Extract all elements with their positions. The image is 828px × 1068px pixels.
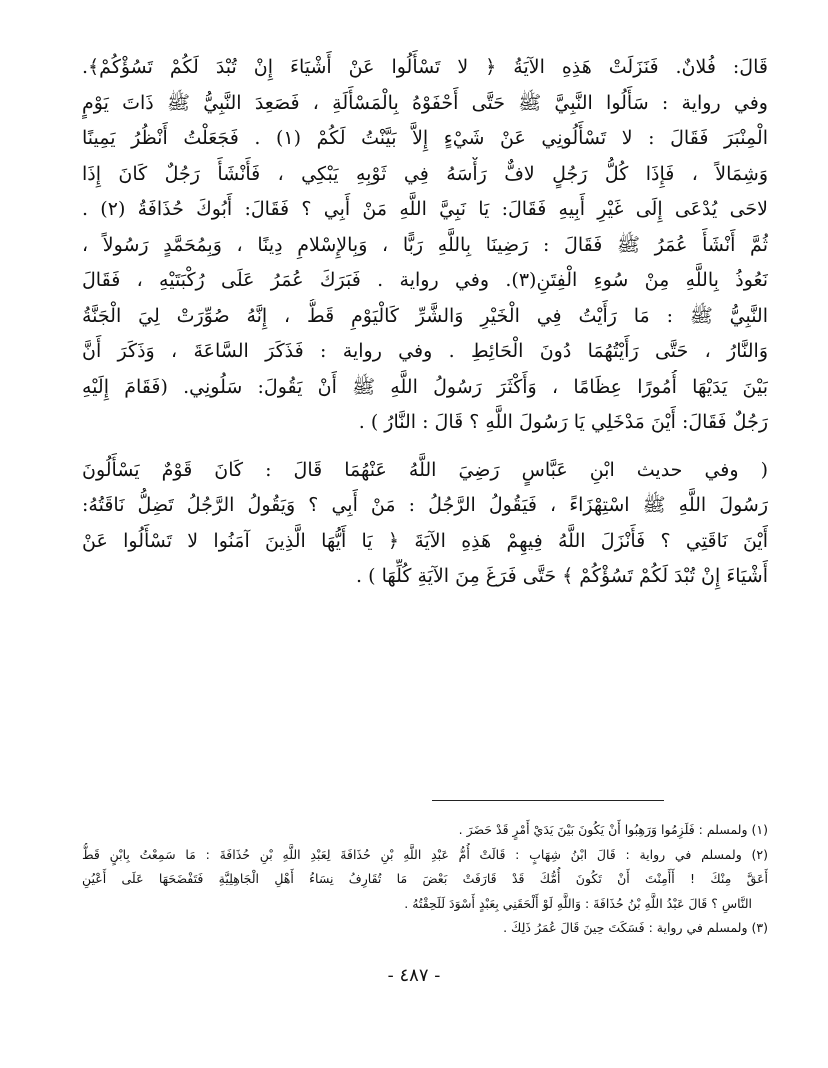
footnote-line: (٢) ولمسلم في رواية : قَالَ ابْنُ شِهَابٍ : قَالَتْ أُمُّ عَبْدِ اللَّهِ بْنِ حُذَافَةَ لِعَبْدِ اللَّهِ بْنِ حُذَافَةَ : مَا سَمِعْتُ بِابْنٍ قَطُّ <box>82 846 768 862</box>
text-line: قَالَ: فُلانٌ. فَنَزَلَتْ هَذِهِ الآيَةُ ﴿ لا تَسْأَلُوا عَنْ أَشْيَاءَ إِنْ تُبْدَ لَكُمْ تَسُؤْكُمْ﴾. <box>82 56 768 78</box>
footnotes <box>82 818 768 941</box>
footnote-line: النَّاسِ ؟ قَالَ عَبْدُ اللَّهِ بْنُ حُذَافَةَ : وَاللَّهِ لَوْ أَلْحَقَنِي بِعَبْدٍ أَسْوَدَ لَلَحِقْتُهُ . <box>404 895 752 911</box>
text-line: ثُمَّ أَنْشَأَ عُمَرُ ﷺ فَقَالَ : رَضِينَا بِاللَّهِ رَبًّا ، وَبِالإِسْلامِ دِينًا ، وَبِمُحَمَّدٍ رَسُولاً ، <box>82 233 768 256</box>
text-line: نَعُوذُ بِاللَّهِ مِنْ سُوءِ الْفِتَنِ(٣). وفي رواية . فَبَرَكَ عُمَرُ عَلَى رُكْبَتَيْهِ ، فَقَالَ <box>82 269 768 291</box>
text-line: وَشِمَالاً ، فَإِذَا كُلُّ رَجُلٍ لافٌّ رَأْسَهُ فِي ثَوْبِهِ يَبْكِي ، فَأَنْشَأَ رَجُلٌ كَانَ إِذَا <box>82 162 768 185</box>
footnote-separator <box>432 800 664 801</box>
footnote-line: (٣) ولمسلم في رواية : فَسَكَتَ حِينَ قَالَ عُمَرُ ذَلِكَ . <box>503 920 768 935</box>
page-number: - ٤٨٧ - <box>387 965 441 986</box>
main-text <box>82 50 768 595</box>
text-line: أَيْنَ نَاقَتِي ؟ فَأَنْزَلَ اللَّهُ فِيهِمْ هَذِهِ الآيَةَ ﴿ يَا أَيُّهَا الَّذِينَ آمَنُوا لا تَسْأَلُوا عَنْ <box>82 529 768 552</box>
text-line: رَجُلٌ فَقَالَ: أَيْنَ مَدْخَلِي يَا رَسُولَ اللَّهِ ؟ قَالَ : النَّارُ ) . <box>358 411 768 433</box>
text-line: لاحَى يُدْعَى إِلَى غَيْرِ أَبِيهِ فَقَالَ: يَا نَبِيَّ اللَّهِ مَنْ أَبِي ؟ فَقَالَ: أَبُوكَ حُذَافَةُ (٢) . <box>82 198 768 220</box>
text-line: الْمِنْبَرَ فَقَالَ : لا تَسْأَلُونِي عَنْ شَيْءٍ إِلاَّ بَيَّنْتُ لَكُمْ (١) . فَجَعَلْتُ أَنْظُرُ يَمِينًا <box>82 127 768 149</box>
footnote-line: (١) ولمسلم : فَلَزِمُوا وَرَهِبُوا أَنْ يَكُونَ بَيْنَ يَدَيْ أَمْرٍ قَدْ حَضَرَ . <box>458 822 768 837</box>
text-line: النَّبِيُّ ﷺ : مَا رَأَيْتُ فِي الْخَيْرِ وَالشَّرِّ كَالْيَوْمِ قَطُّ ، إِنَّهُ صُوِّرَتْ لِيَ الْجَنَّةُ <box>82 304 768 327</box>
text-line: وَالنَّارُ ، حَتَّى رَأَيْتُهُمَا دُونَ الْحَائِطِ . وفي رواية : فَذَكَرَ السَّاعَةَ ، وَذَكَرَ أَنَّ <box>82 340 768 362</box>
paragraph-gap <box>82 441 768 453</box>
text-line: رَسُولَ اللَّهِ ﷺ اسْتِهْزَاءً ، فَيَقُولُ الرَّجُلُ : مَنْ أَبِي ؟ وَيَقُولُ الرَّجُلُ تَضِلُّ نَاقَتُهُ: <box>82 494 768 516</box>
text-line: وفي رواية : سَأَلُوا النَّبِيَّ ﷺ حَتَّى أَحْفَوْهُ بِالْمَسْأَلَةِ ، فَصَعِدَ النَّبِيُّ ﷺ ذَاتَ يَوْمٍ <box>82 91 768 114</box>
text-line: أَشْيَاءَ إِنْ تُبْدَ لَكُمْ تَسُؤْكُمْ ﴾ حَتَّى فَرَغَ مِنَ الآيَةِ كُلِّهَا ) . <box>356 565 768 587</box>
footnote-line: أَعَقَّ مِنْكَ ! أَأَمِنْتَ أَنْ تَكُونَ أُمُّكَ قَدْ قَارَفَتْ بَعْضَ مَا تُقَارِفُ نِسَاءُ أَهْلِ الْجَاهِلِيَّةِ فَتَفْضَحَهَا عَلَى أَعْيُنِ <box>82 871 768 886</box>
text-line: بَيْنَ يَدَيْهَا أُمُورًا عِظَامًا ، وَأَكْثَرَ رَسُولُ اللَّهِ ﷺ أَنْ يَقُولَ: سَلُونِي. (فَقَامَ إِلَيْهِ <box>82 375 768 398</box>
text-line: ( وفي حديث ابْنِ عَبَّاسٍ رَضِيَ اللَّهُ عَنْهُمَا قَالَ : كَانَ قَوْمٌ يَسْأَلُونَ <box>82 458 768 481</box>
